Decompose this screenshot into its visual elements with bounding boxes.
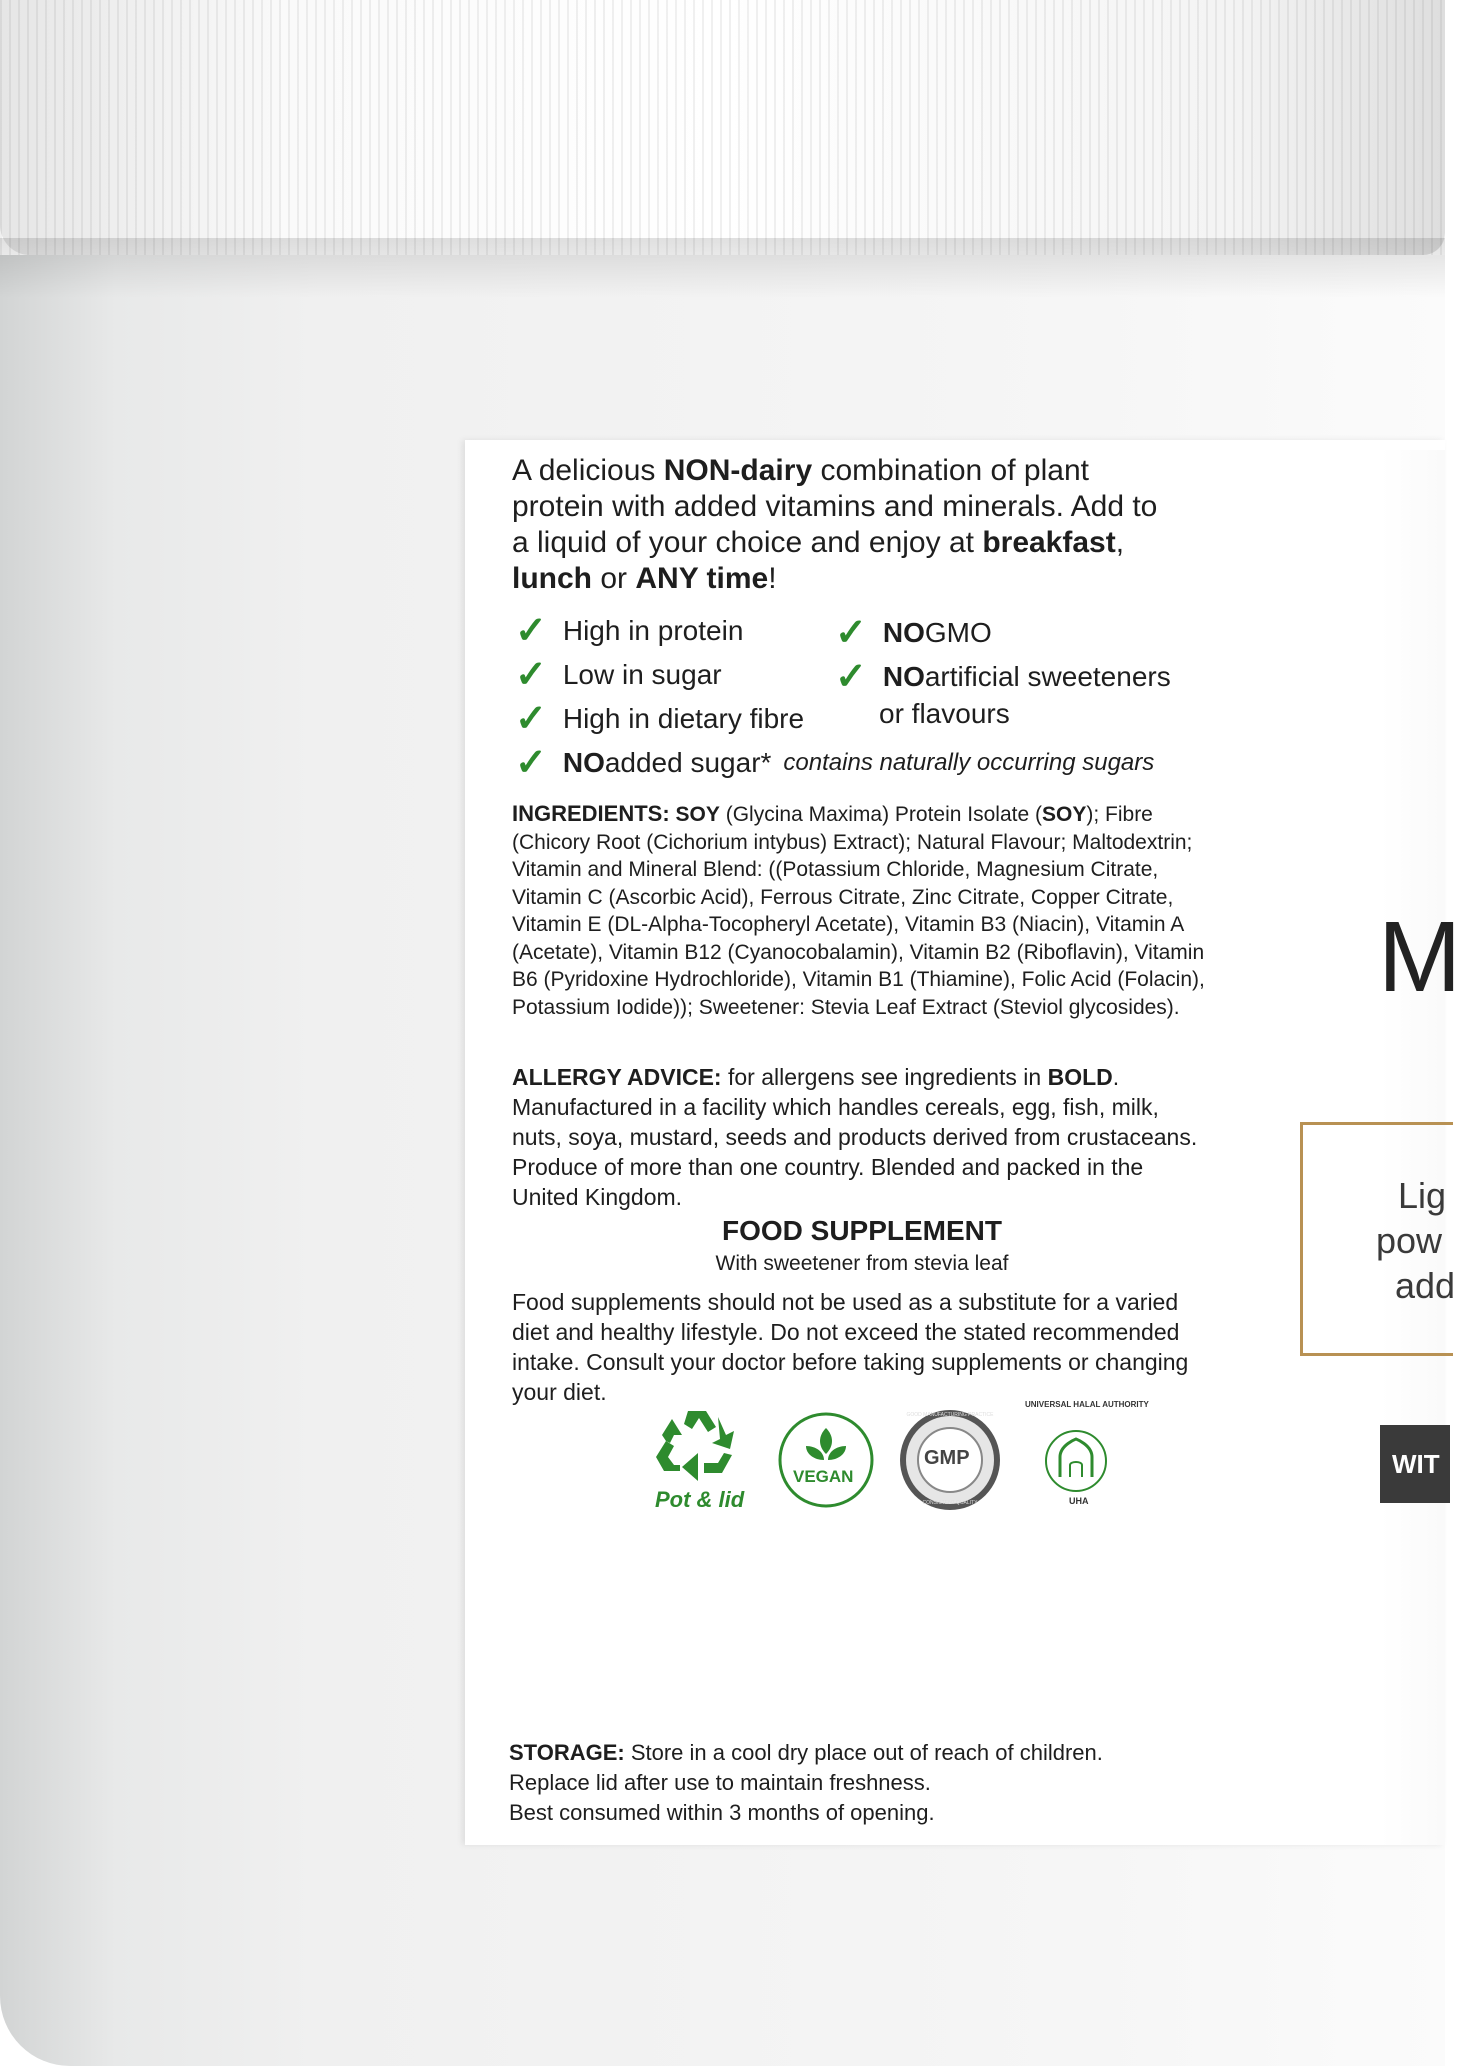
lid-ridges (0, 0, 1445, 255)
checkmark-icon: ✓ (835, 656, 867, 698)
food-supplement-subtitle: With sweetener from stevia leaf (715, 1252, 1009, 1275)
allergy-advice: ALLERGY ADVICE: for allergens see ingredients in BOLD. Manufactured in a facility which handles cereals, egg, fish, milk, nuts, soya, mustard, seeds and products derived from crustaceans. Produce of more than one country. Blended and packed in the United Kingdom. (512, 1064, 1198, 1210)
food-supplement-title: FOOD SUPPLEMENT (721, 1215, 1002, 1246)
storage-line-3: Best consumed within 3 months of opening. (509, 1800, 935, 1825)
intro-line-1: A delicious NON-dairy combination of plant (512, 454, 1089, 487)
halal-abbr: UHA (1069, 1496, 1089, 1506)
claim-no-artificial-line-2: or flavours (879, 698, 1010, 729)
vegan-badge-icon (776, 1410, 876, 1510)
checkmark-icon: ✓ (515, 654, 547, 696)
vegan-badge-text: VEGAN (793, 1467, 854, 1486)
claim-low-sugar: ✓ Low in sugar (515, 654, 722, 696)
front-text-line-2: pow (1376, 1220, 1443, 1261)
front-text-line-1: Lig (1398, 1175, 1447, 1216)
gmp-ring-bottom-text: CONSISTENT QUALITY (922, 1500, 978, 1506)
intro-line-3: a liquid of your choice and enjoy at breakfast, (512, 526, 1125, 559)
claim-no-added-sugar: ✓ NO added sugar* contains naturally occurring sugars (515, 742, 1155, 784)
checkmark-icon: ✓ (835, 612, 867, 654)
front-dark-banner: WIT (1380, 1425, 1450, 1503)
claim-high-fibre: ✓ High in dietary fibre (515, 698, 805, 740)
lid-shadow (0, 238, 1445, 298)
food-supplement-note: Food supplements should not be used as a substitute for a varied diet and healthy lifestyle. Do not exceed the stated recommended intake. Consult your doctor before taking supplements or changing your diet. (512, 1289, 1189, 1405)
claim-no-gmo: ✓ NO GMO (835, 612, 992, 654)
intro-paragraph (512, 453, 1157, 597)
checkmark-icon: ✓ (515, 698, 547, 740)
jar-lid (0, 0, 1445, 255)
recycle-icon (652, 1405, 747, 1485)
front-title-letter: M (1378, 901, 1461, 1013)
checkmark-icon: ✓ (515, 610, 547, 652)
ingredients-block: INGREDIENTS: SOY (Glycina Maxima) Protein Isolate (SOY); Fibre (Chicory Root (Cichorium intybus) Extract); Natural Flavour; Maltodextrin; Vitamin and Mineral Blend: ((Potassium Chloride, Magnesium Citrate, Vitamin C (Ascorbic Acid), Ferrous Citrate, Zinc Citrate, Copper Citrate, Vitamin E (DL-Alpha-Tocopheryl Acetate), Vitamin B3 (Niacin), Vitamin A (Acetate), Vitamin B12 (Cyanocobalamin), Vitamin B2 (Riboflavin), Vitamin B6 (Pyridoxine Hydrochloride), Vitamin B1 (Thiamine), Folic Acid (Folacin), Potassium Iodide)); Sweetener: Stevia Leaf Extract (Steviol glycosides). (512, 801, 1205, 1019)
storage-block (509, 1738, 1103, 1828)
intro-line-4: lunch or ANY time! (512, 562, 777, 595)
intro-line-2: protein with added vitamins and minerals. Add to (512, 490, 1158, 523)
checkmark-icon: ✓ (515, 742, 547, 784)
recycle-caption: Pot & lid (655, 1487, 745, 1512)
halal-ring-text: UNIVERSAL HALAL AUTHORITY (1025, 1400, 1149, 1409)
storage-line-1: STORAGE: Store in a cool dry place out of reach of children. (509, 1740, 1103, 1765)
storage-line-2: Replace lid after use to maintain freshness. (509, 1770, 931, 1795)
claim-high-protein: ✓ High in protein (515, 610, 744, 652)
gmp-badge-text: GMP (924, 1447, 970, 1469)
front-text-line-3: add (1395, 1265, 1456, 1306)
gmp-ring-top-text: GOOD MANUFACTURING PRACTICE (906, 1412, 994, 1418)
claim-no-artificial: ✓ NO artificial sweeteners (835, 656, 1171, 698)
